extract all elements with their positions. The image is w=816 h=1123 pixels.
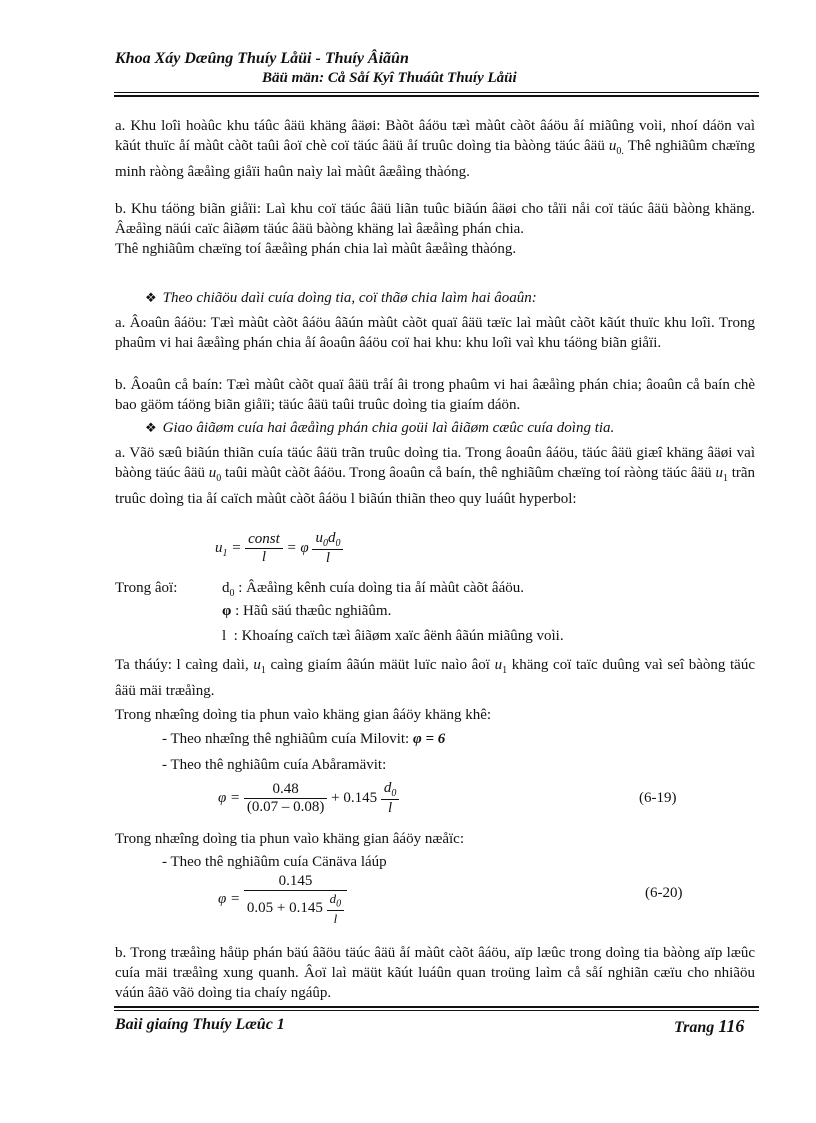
item-abramovich: - Theo thê nghiãûm cuía Abåramävit: xyxy=(162,757,387,773)
bullet-jet-pole: ❖ Giao âiãøm cuía hai âæåìng phán chia goüi laì âiãøm cæûc cuía doìng tia. xyxy=(145,420,615,436)
header-department: Bäü män: Cå Såí Kyî Thuáût Thuíy Låüi xyxy=(262,70,517,86)
equation-hyperbolic-velocity: $u_1$ = $\frac{\text{const}}{l}$ = φ $\frac{u_0d_0}{l}$ xyxy=(215,530,343,567)
paragraph-b-boundary-layer: b. Khu táöng biãn giåïi: Laì khu coï täúc âäü liãn tuûc biãún âäøi cho tåïi nåi coï täúc âäü bàòng khäng. Âæåìng näúi caïc âiãøm täúc âäü bàòng khäng laì âæåìng phán chia. Thê nghiãûm chæïng toí âæåìng phán chia laì màût âæåìng thàóng. xyxy=(115,201,755,257)
paragraph-air-jets: Trong nhæîng doìng tia phun vaìo khäng gian âáöy khäng khê: xyxy=(115,707,492,723)
footer-course-title: Baìi giaíng Thuíy Læûc 1 xyxy=(115,1016,285,1033)
equation-number-6-20: (6-20) xyxy=(645,885,683,901)
paragraph-a-core-zone: a. Khu loîi hoàûc khu táûc âäü khäng âäøi: Bàõt âáöu tæì màût càõt âáöu åí miãûng voìi, nhoí dáön vaì kãút thuïc åí màût càõt taûi âoï chè coï täúc âäü åí truûc doìng tia bàòng täúc âäü $u_{0.}$ Thê nghiãûm chæïng minh ràòng âæåìng giåïi haûn naìy laì màût âæåìng thàóng. xyxy=(115,118,756,180)
paragraph-b-pressure: b. Trong træåìng håüp phán bäú âãöu täúc âäü åí màût càõt âáöu, aïp læûc trong doìng tia bàòng aïp læûc cuía mäi træåìng xung quanh. Âoï laì mäüt kãút luáûn quan troüng laìm cå såí nghiãn cæïu cho nhiãöu váún âãö vãö doìng tia chaíy ngáûp. xyxy=(115,945,755,1001)
definition-l: l : Khoaíng caïch tæì âiãøm xaïc âënh âãún miãûng voìi. xyxy=(222,628,564,644)
where-label: Trong âoï: xyxy=(115,580,178,596)
paragraph-b-main-segment: b. Âoaûn cå baín: Tæì màût càõt quaï âäü tråí âi trong phaûm vi hai âæåìng phán chia; âoaûn cå baín chè bao gäöm táöng biãn giåïi; täúc âäü taûi truûc doìng tia giaím dáön. xyxy=(115,377,755,413)
diamond-bullet-icon: ❖ xyxy=(145,290,157,305)
definition-phi: φ : Hãû säú thæûc nghiãûm. xyxy=(222,603,392,619)
definition-d0: $d_0$ : Âæåìng kênh cuía doìng tia åí màût càõt âáöu. xyxy=(222,580,524,599)
paragraph-a-velocity-variation: a. Vãö sæû biãún thiãn cuía täúc âäü trãn truûc doìng tia. Trong âoaûn âáöu, täúc âäü giæî khäng âäøi vaì bàòng täúc âäü $u_0$ taûi màût càõt âáöu. Trong âoaûn cå baín, thê nghiãûm chæïng toí ràòng täúc âäü $u_1$ trãn truûc doìng tia åí caïch màût càõt âáöu l biãún thiãn theo quy luáût hyperbol: xyxy=(115,445,756,507)
diamond-bullet-icon: ❖ xyxy=(145,420,157,435)
header-rule-thick xyxy=(114,95,759,97)
bullet-jet-length: ❖ Theo chiãöu daìi cuía doìng tia, coï thãø chia laìm hai âoaûn: xyxy=(145,290,537,306)
equation-6-20: φ = 0.145 0.05 + 0.145 $\frac{d_0}{l}$ xyxy=(218,873,347,927)
equation-number-6-19: (6-19) xyxy=(639,790,677,806)
footer-rule-thick xyxy=(114,1006,759,1008)
item-milovit: - Theo nhæîng thê nghiãûm cuía Milovit: φ = 6 xyxy=(162,731,446,747)
paragraph-a-initial-segment: a. Âoaûn âáöu: Tæì màût càõt âáöu âãún màût càõt quaï âäü tæïc laì màût càõt kãút thuïc khu loîi. Trong phaûm vi hai âæåìng phán chia åí âoaûn âáöu coï hai khu: khu loîi vaì khu táöng biãn giåïi. xyxy=(115,315,755,351)
paragraph-observation: Ta tháúy: l caìng daìi, $u_1$ caìng giaím âãún mäüt luïc naìo âoï $u_1$ khäng coï taïc duûng vaì seî bàòng täúc âäü mäi træåìng. xyxy=(115,657,755,699)
header-faculty: Khoa Xáy Dæûng Thuíy Låüi - Thuíy Âiãûn xyxy=(115,50,409,67)
item-kanava: - Theo thê nghiãûm cuía Cänäva láúp xyxy=(162,854,387,870)
footer-rule-thin xyxy=(114,1010,759,1011)
paragraph-water-jets: Trong nhæîng doìng tia phun vaìo khäng gian âáöy næåïc: xyxy=(115,831,464,847)
equation-6-19: φ = $\frac{0.48}{(0.07 - 0.08)}$ + 0.145 $\frac{d_0}{l}$ xyxy=(218,780,399,817)
header-rule-thin xyxy=(114,92,759,93)
footer-page-number: Trang 116 xyxy=(674,1016,745,1036)
